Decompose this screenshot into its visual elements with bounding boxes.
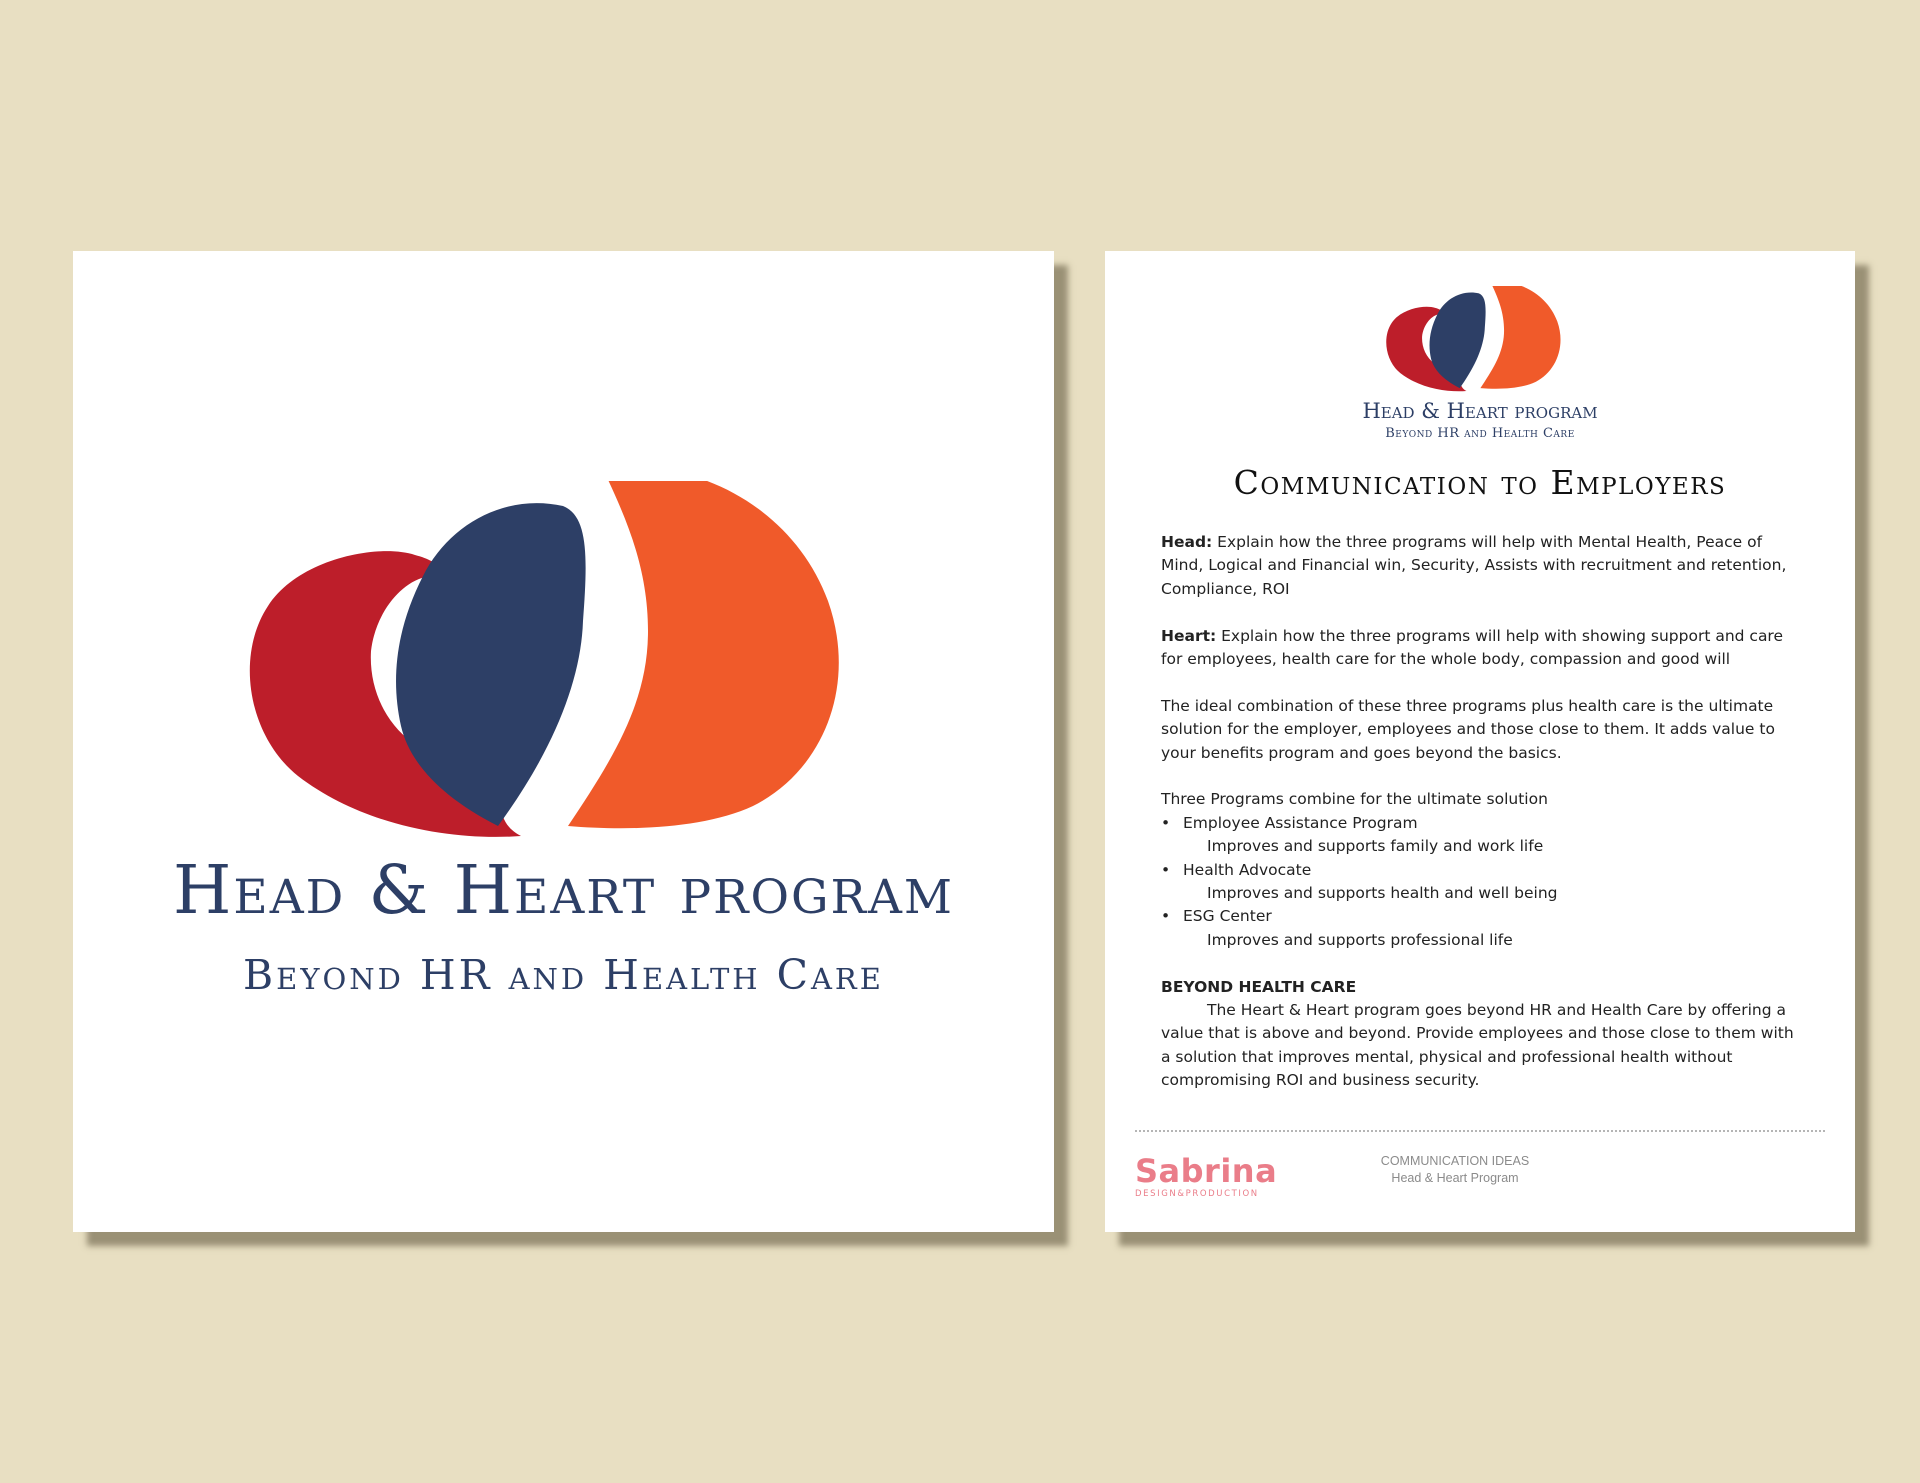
footer-category: COMMUNICATION IDEAS: [1380, 1154, 1530, 1168]
bullet-icon: •: [1161, 860, 1171, 879]
head-text: Explain how the three programs will help with Mental Health, Peace of Mind, Logical and Financial win, Security, Assists with recruitment and retention, Compliance, ROI: [1161, 533, 1787, 598]
ideal-paragraph: The ideal combination of these three programs plus health care is the ultimate solution for the employer, employees and those close to them. It adds value to your benefits program and goes beyond the basics.: [1161, 696, 1775, 762]
head-heart-logo-icon: [243, 481, 843, 846]
brand-logo: [1135, 1153, 1277, 1199]
heart-text: Explain how the three programs will help with showing support and care for employees, health care for the whole body, compassion and good will: [1161, 626, 1784, 669]
footer-divider: [1135, 1130, 1825, 1132]
heart-paragraph: [1161, 625, 1801, 672]
program-description: Improves and supports professional life: [1207, 930, 1513, 949]
brand-name: Sabrina: [1135, 1152, 1278, 1190]
list-item: [1161, 859, 1801, 882]
program-description: Improves and supports health and well being: [1207, 884, 1558, 903]
footer-meta: [1355, 1153, 1555, 1187]
program-name: ESG Center: [1183, 907, 1272, 926]
brand-tagline: DESIGN&PRODUCTION: [1135, 1189, 1259, 1199]
head-heart-logo-icon: [1384, 286, 1562, 394]
beyond-heading: BEYOND HEALTH CARE: [1161, 977, 1357, 996]
bullet-icon: •: [1161, 907, 1171, 926]
programs-intro: Three Programs combine for the ultimate solution: [1161, 790, 1548, 809]
bullet-icon: •: [1161, 813, 1171, 832]
programs-list: [1161, 788, 1801, 952]
program-name: Health Advocate: [1183, 860, 1312, 879]
logo-subtitle-small: Beyond HR and Health Care: [1385, 426, 1575, 441]
program-description: Improves and supports family and work life: [1207, 837, 1544, 856]
document-body: [1161, 531, 1801, 1116]
program-subtitle: Beyond HR and Health Care: [243, 951, 884, 999]
beyond-paragraph: The Heart & Heart program goes beyond HR and Health Care by offering a value that is above and beyond. Provide employees and those close to them with a solution that improves mental, physical and professional health without compromising ROI and business security.: [1161, 1001, 1794, 1090]
logo-orange-shape: [568, 481, 839, 828]
program-title: Head & Heart program: [172, 851, 955, 929]
program-name: Employee Assistance Program: [1183, 813, 1418, 832]
document-title: Communication to Employers: [1233, 463, 1727, 502]
logo-title-small: Head & Heart program: [1362, 399, 1598, 423]
logo-orange-shape: [1480, 286, 1560, 389]
info-card: [1105, 251, 1855, 1232]
head-label: Head:: [1161, 533, 1213, 551]
footer-project: Head & Heart Program: [1391, 1171, 1519, 1185]
list-item: [1161, 905, 1801, 928]
head-paragraph: [1161, 531, 1801, 601]
heart-label: Heart:: [1161, 626, 1217, 645]
list-item: [1161, 812, 1801, 835]
logo-card: [73, 251, 1054, 1232]
